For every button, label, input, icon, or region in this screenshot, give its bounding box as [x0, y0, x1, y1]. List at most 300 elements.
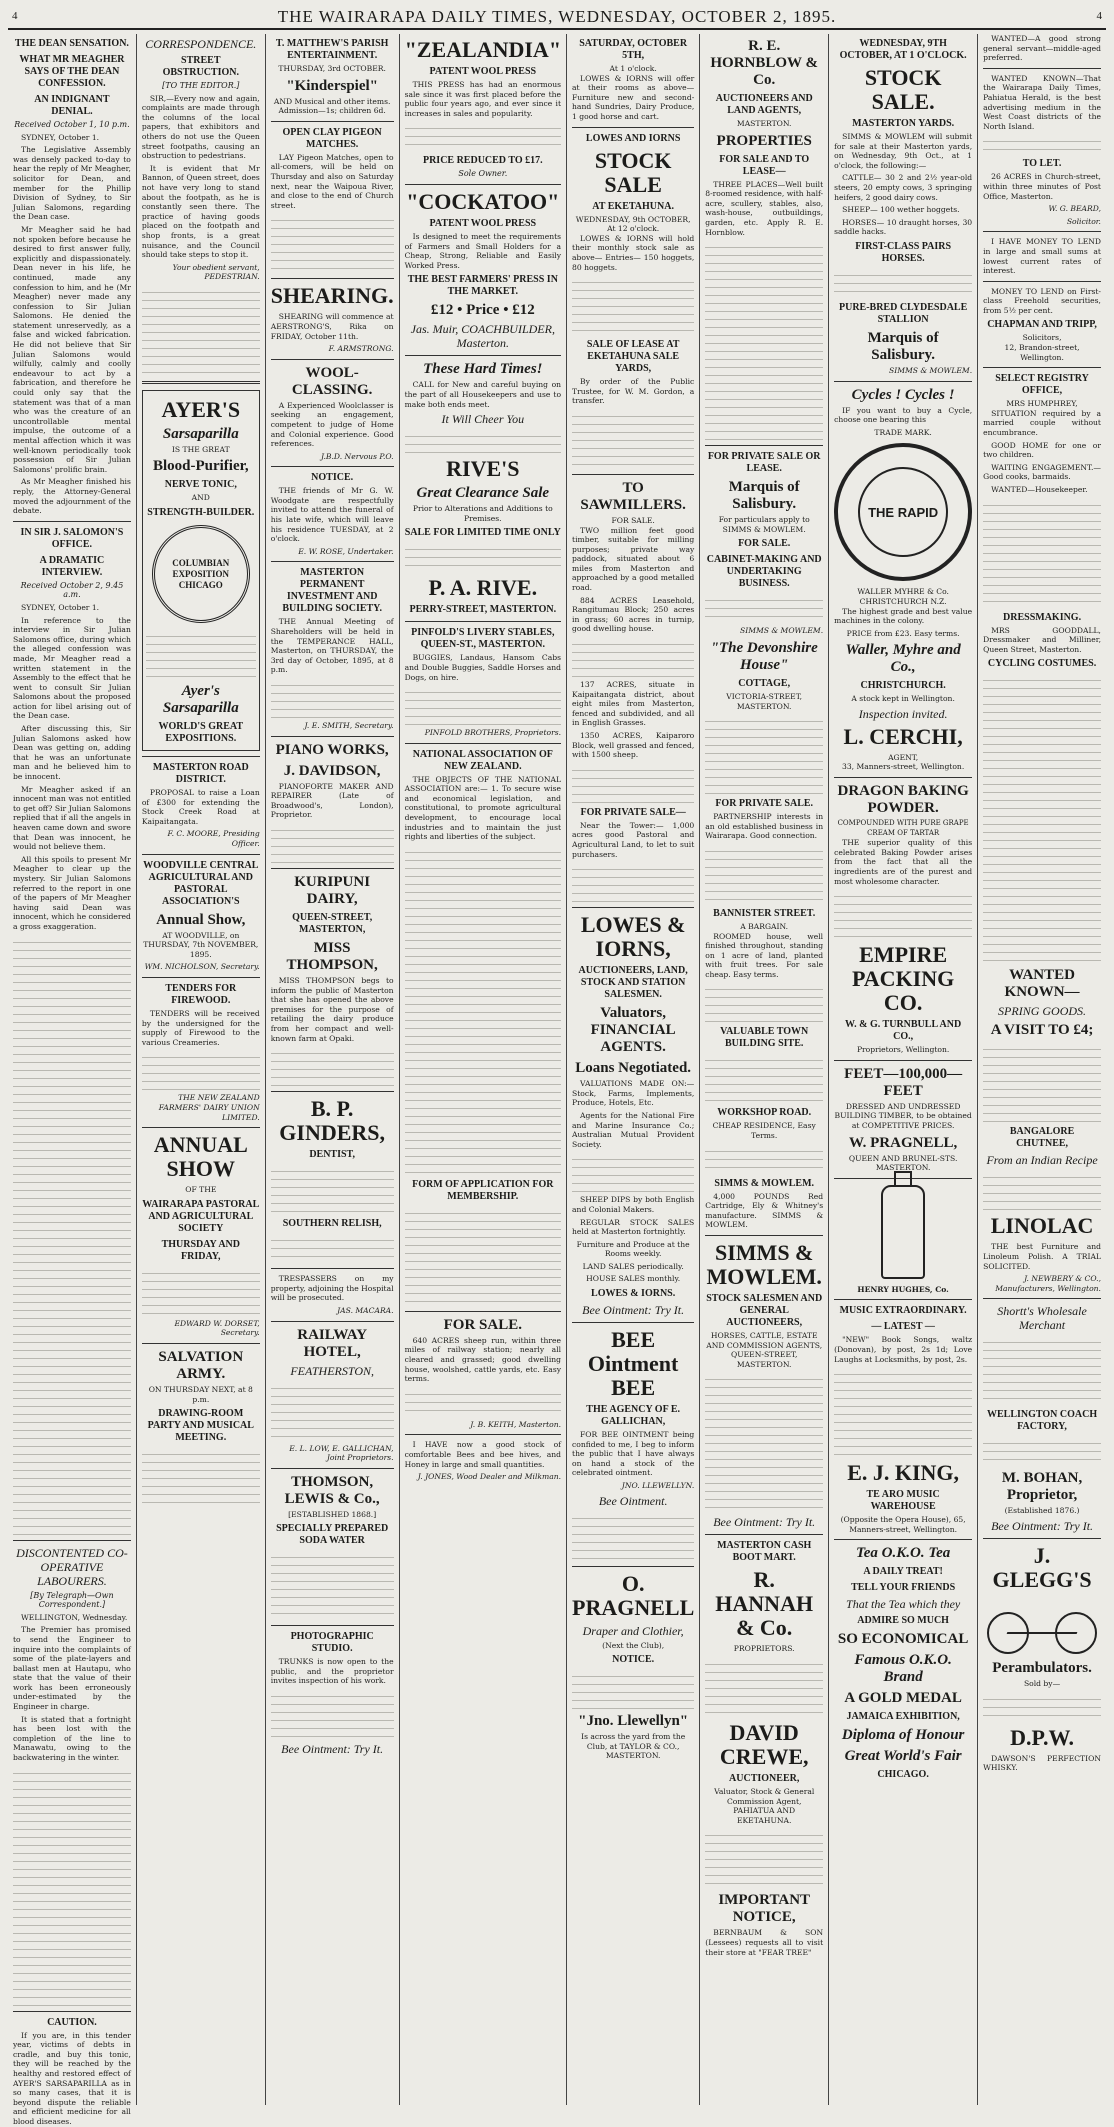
entertainment-date: THURSDAY, 3rd OCTOBER.: [278, 64, 386, 73]
relish-heading: SOUTHERN RELISH,: [282, 1218, 382, 1230]
for-sale: FOR SALE.: [738, 538, 791, 550]
paragraph: As Mr Meagher finished his reply, the Attorney-General moved the adjournment of the debate.: [13, 477, 131, 516]
column-6: [700, 34, 829, 2105]
trespass-signature: JAS. MACARA.: [337, 1305, 394, 1315]
rive-address: PERRY-STREET, MASTERTON.: [409, 604, 557, 616]
article-heading-3: IN SIR J. SALOMON'S OFFICE.: [20, 526, 124, 550]
important-heading: IMPORTANT NOTICE,: [718, 1892, 811, 1926]
turnbull: W. & G. TURNBULL AND CO.,: [845, 1019, 962, 1043]
dpw-heading: D.P.W.: [1010, 1724, 1074, 1750]
divider: [405, 355, 561, 356]
lease-sale-heading: SALE OF LEASE AT EKETAHUNA SALE YARDS,: [586, 339, 680, 375]
bangalore-sub: From an Indian Recipe: [986, 1153, 1098, 1168]
hannah-heading: R. HANNAH & Co.: [715, 1567, 814, 1641]
lowes-heading: LOWES AND IORNS: [585, 132, 681, 144]
newbery-signature: J. NEWBERY & CO., Manufacturers, Wellington.: [995, 1274, 1101, 1293]
cheap-residence: CHEAP RESIDENCE, Easy Terms.: [712, 1121, 816, 1141]
divider: [142, 977, 260, 978]
column-3: [266, 34, 400, 2105]
king-sub: TE ARO MUSIC WAREHOUSE: [866, 1489, 940, 1513]
king-heading: E. J. KING,: [847, 1460, 960, 1486]
annual-sub: OF THE: [185, 1185, 217, 1195]
building-text: THE Annual Meeting of Shareholders will be held in the TEMPERANCE HALL, Masterton, on THURSDAY, the 3rd day of October, 1895, at 8 p.m.: [270, 617, 394, 675]
furniture-sales: Furniture and Produce at the Rooms weekly.: [576, 1239, 690, 1259]
divider: [13, 521, 131, 522]
clay-pigeon-heading: OPEN CLAY PIGEON MATCHES.: [282, 126, 382, 150]
signature: Your obedient servant, PEDESTRIAN.: [172, 262, 260, 282]
land-sales: LAND SALES periodically.: [582, 1261, 684, 1271]
davidcrewe-text: Valuator, Stock & General Commission Agent, PAHIATUA AND EKETAHUNA.: [714, 1787, 815, 1825]
letter-heading: STREET OBSTRUCTION.: [162, 55, 239, 78]
hard-times-big: It Will Cheer You: [441, 412, 525, 427]
latest-heading: — LATEST —: [871, 1321, 935, 1333]
coach-body: [983, 1436, 1101, 1466]
divider: [572, 1322, 694, 1323]
assoc-show: Annual Show,: [156, 911, 246, 928]
salvation-text: ON THURSDAY NEXT, at 8 p.m.: [148, 1384, 253, 1404]
notice-body: [572, 1669, 694, 1709]
entertainment-heading: T. MATTHEW'S PARISH ENTERTAINMENT.: [275, 38, 389, 61]
column-7: [829, 34, 978, 2105]
paragraph: All this spoils to present Mr Meagher to clear up the mystery. Sir Julian Salomons referred to the report in one of the papers of Mr Meagher having said Dean was innocent, which he considered a gross exaggeration.: [13, 854, 131, 931]
wool-text: A Experienced Woolclasser is seeking an engagement, competent to judge of Home and Colonial experience. Good references.: [270, 400, 394, 449]
divider: [834, 381, 972, 382]
wool-heading: WOOL-CLASSING.: [291, 364, 373, 398]
stock-kept: A stock kept in Wellington.: [851, 694, 955, 704]
valuations: VALUATIONS MADE ON:— Stock, Farms, Implements, Produce, Hotels, Etc.: [572, 1079, 695, 1108]
notice-heading: MASTERTON ROAD DISTRICT.: [152, 762, 249, 786]
railway-body: [271, 1381, 394, 1441]
divider: [142, 381, 260, 384]
lowes-iorns-sig: LOWES & IORNS.: [591, 1288, 676, 1300]
ayers-name: Sarsaparilla: [162, 425, 239, 442]
annual-signature: EDWARD W. DORSET, Secretary.: [174, 1318, 260, 1338]
sawmillers-heading: TO SAWMILLERS.: [580, 479, 686, 513]
lease-sale-text: By order of the Public Trustee, for W. M. Gordon, a transfer.: [572, 377, 695, 406]
divider: [271, 736, 394, 737]
pinfold-text: BUGGIES, Landaus, Hansom Cabs and Double Buggies, Saddle Horses and Dogs, on hire.: [404, 653, 562, 682]
sale-text: LOWES & IORNS will offer at their rooms as above— Furniture new and second-hand Sundries, Dairy Produce, 1 good horse and cart.: [572, 73, 695, 121]
pragnell-heading: W. PRAGNELL,: [849, 1134, 958, 1151]
agents-text: Agents for the National Fire and Marine Insurance Co.; Australian Mutual Provident Society.: [572, 1110, 695, 1149]
tea-heading: Tea O.K.O. Tea: [855, 1545, 951, 1562]
agents-body: [572, 1152, 694, 1192]
letter-sub: [TO THE EDITOR.]: [162, 81, 240, 90]
bee-ointment-ad: Bee Ointment: Try It.: [281, 1742, 384, 1757]
article-heading: THE DEAN SENSATION.: [14, 38, 129, 49]
ayers-title: AYER'S: [161, 396, 241, 422]
caution-heading: CAUTION.: [47, 2016, 97, 2028]
columns: [8, 34, 1106, 2126]
regular-sales: REGULAR STOCK SALES held at Masterton fortnightly.: [572, 1217, 695, 1237]
hannah-body: [705, 1657, 823, 1717]
hard-times-body: [405, 429, 561, 453]
tea-jamaica: JAMAICA EXHIBITION,: [846, 1711, 960, 1723]
price-4: A VISIT TO £4;: [990, 1022, 1094, 1039]
sawmillers-text: TWO million feet good timber, suitable for milling purposes; private way paddock, situated about 6 miles from Masterton and approached by a good metalled road.: [572, 525, 695, 593]
pinfold-body: [405, 685, 561, 725]
frame-icon: [1007, 1632, 1078, 1634]
tea-famous: Famous O.K.O. Brand: [854, 1652, 952, 1686]
press-agent: Jas. Muir, COACHBUILDER, Masterton.: [410, 322, 555, 351]
ayers-and: AND: [191, 493, 210, 503]
divider: [834, 1299, 972, 1300]
feet-heading: FEET—100,000—FEET: [844, 1065, 963, 1099]
lowes-iorns-sub: AUCTIONEERS, LAND, STOCK AND STATION SALESMEN.: [578, 965, 688, 1001]
tea-fair: Great World's Fair: [844, 1748, 962, 1765]
loans: Loans Negotiated.: [575, 1060, 692, 1077]
section-heading: CORRESPONDENCE.: [145, 37, 257, 51]
form-heading: FORM OF APPLICATION FOR MEMBERSHIP.: [412, 1178, 554, 1202]
stock-location: AT EKETAHUNA.: [592, 200, 674, 212]
zealandia-sub: PATENT WOOL PRESS: [429, 66, 537, 77]
ads-body: [983, 673, 1101, 963]
davidcrewe-sub: AUCTIONEER,: [729, 1773, 800, 1784]
horses: HORSES— 10 draught horses, 30 saddle hacks.: [834, 217, 973, 237]
bargain-text: ROOMED house, well finished throughout, standing on 1 acre of land, planted with fruit trees. For sale cheap. Easy terms.: [705, 931, 824, 979]
ayers-sub: IS THE GREAT: [171, 444, 230, 454]
article-heading-4: DISCONTENTED CO-OPERATIVE LABOURERS.: [16, 1545, 128, 1588]
kuripuni-address: QUEEN-STREET, MASTERTON,: [292, 911, 373, 935]
pragnell-sub: Draper and Clothier,: [582, 1623, 684, 1638]
zealandia-text: THIS PRESS has had an enormous sale since it was first placed before the public four years ago, and ever since it increases in sales and popularity.: [404, 80, 562, 118]
admission: AND Musical and other items. Admission—1s; children 6d.: [273, 96, 391, 116]
wanted-body: [983, 134, 1101, 154]
divider: [834, 1539, 972, 1540]
divider: [983, 281, 1101, 282]
registry-heading: SELECT REGISTRY OFFICE,: [995, 373, 1089, 397]
opera-title: "Kinderspiel": [286, 77, 378, 94]
to-let-heading: TO LET.: [1022, 158, 1062, 170]
photo-text: TRUNKS is now open to the public, and the proprietor invites inspection of his work.: [270, 1657, 394, 1686]
paragraph: The Premier has promised to send the Engineer to inquire into the complaints of some of the plate-layers and ballast men at Hautapu, who state that the value of their work has been erroneously under-estimated by the Engineer in charge.: [13, 1625, 131, 1712]
acres-884-body: [572, 637, 694, 677]
notice-text: THE friends of Mr G. W. Woodgate are respectfully invited to attend the funeral of his late wife, which will leave his residence TUESDAY, at 2 o'clock.: [270, 486, 394, 544]
sale-date-heading: SATURDAY, OCTOBER 5TH,: [579, 38, 688, 61]
perambulators: Perambulators.: [992, 1659, 1092, 1676]
wanted-known: WANTED KNOWN—That the Wairarapa Daily Times, Pahiatua Herald, is the best advertising medium in the West Coast districts of the North Island.: [983, 73, 1101, 131]
stock-sale-heading: STOCK SALE.: [864, 65, 942, 114]
rapid-label: THE RAPID: [858, 467, 948, 557]
divider: [271, 1321, 394, 1322]
bee-text: FOR BEE OINTMENT being confided to me, I beg to inform the public that I have always on hand a stock of the celebrated ointment.: [572, 1430, 695, 1478]
acres-body: [572, 763, 694, 803]
acres-884: 884 ACRES Leasehold, Rangitumau Block; 250 acres in grass; 60 acres in turnip, good dwelling house.: [572, 595, 695, 634]
divider: [405, 621, 561, 622]
divider: [142, 854, 260, 855]
notice-heading: NOTICE.: [311, 472, 354, 484]
divider: [983, 1298, 1101, 1299]
ayers-strength: STRENGTH-BUILDER.: [147, 507, 255, 519]
marquis-text: For particulars apply to SIMMS & MOWLEM.: [718, 515, 810, 534]
divider: [405, 1311, 561, 1312]
ayers-prize: WORLD'S GREAT EXPOSITIONS.: [158, 721, 244, 745]
photo-body: [271, 1689, 394, 1739]
cockatoo-sub: PATENT WOOL PRESS: [429, 217, 537, 229]
railway-town: FEATHERSTON,: [290, 1363, 374, 1378]
money-text: I HAVE MONEY TO LEND in large and small sums at lowest current rates of interest.: [983, 237, 1101, 276]
divider: [572, 1566, 694, 1567]
notice-signature: E. W. ROSE, Undertaker.: [298, 546, 394, 556]
empire-heading: EMPIRE PACKING CO.: [851, 942, 955, 1016]
divider: [271, 1625, 394, 1626]
notice-heading: NOTICE.: [612, 1654, 655, 1666]
rives-heading: RIVE'S: [446, 456, 520, 482]
private-sale-heading: FOR PRIVATE SALE—: [580, 806, 686, 818]
dentist-title: DENTIST,: [309, 1149, 355, 1161]
zealandia-owner: Sole Owner.: [458, 169, 508, 179]
ayers-blood: Blood-Purifier,: [152, 458, 249, 475]
column-8: [978, 34, 1106, 2105]
dragon-sub: COMPOUNDED WITH PURE GRAPE CREAM OF TARTAR: [837, 819, 969, 837]
dragon-heading: DRAGON BAKING POWDER.: [837, 783, 969, 817]
page-number-left: 4: [12, 10, 18, 22]
music-body: [834, 1367, 972, 1457]
best-press: THE BEST FARMERS' PRESS IN THE MARKET.: [407, 274, 558, 298]
turnbull-sub: Proprietors, Wellington.: [856, 1045, 950, 1055]
dressed-text: DRESSED AND UNDRESSED BUILDING TIMBER, to be obtained at COMPETITIVE PRICES.: [834, 1101, 972, 1130]
text-body-continued: [142, 285, 260, 375]
workshop-heading: WORKSHOP ROAD.: [717, 1107, 812, 1119]
railway-signature: E. L. LOW, E. GALLICHAN, Joint Proprietors.: [289, 1443, 394, 1463]
form-body: [405, 1206, 561, 1306]
divider: [405, 1434, 561, 1435]
soda-heading: SPECIALLY PREPARED SODA WATER: [276, 1523, 389, 1547]
paragraph: Mr Meagher asked if an innocent man was not entitled to get off? Sir Julian Salomons replied that if all the angels in heaven came down and swore that Dean was innocent, he would not believe them.: [13, 784, 131, 852]
prices: PRICE from £23. Easy terms.: [846, 628, 960, 638]
paragraph: SYDNEY, October 1.: [21, 602, 100, 612]
properties-body: [705, 240, 823, 440]
for-sale-text: 640 ACRES sheep run, within three miles of railway station; nearly all cleared and grassed; good dwelling house, woolshed, cattle yards, etc. Easy terms.: [404, 1335, 562, 1384]
spring-body: [983, 1042, 1101, 1122]
tender-signature: THE NEW ZEALAND FARMERS' DAIRY UNION LIMITED.: [158, 1093, 260, 1122]
divider: [271, 1091, 394, 1092]
honey-text: I HAVE now a good stock of comfortable Bees and bee hives, and Honey in large and small quantities.: [404, 1440, 562, 1469]
divider: [13, 2011, 131, 2012]
divider: [572, 127, 694, 128]
soda-body: [271, 1550, 394, 1620]
davidcrewe-heading: DAVID CREWE,: [719, 1720, 809, 1769]
tea-economical: SO ECONOMICAL: [837, 1631, 969, 1648]
piano-heading: PIANO WORKS,: [275, 741, 389, 758]
annual-name: WAIRARAPA PASTORAL AND AGRICULTURAL SOCIETY: [142, 1198, 260, 1234]
simms-signature: SIMMS & MOWLEM.: [889, 365, 973, 375]
paragraph: SYDNEY, October 1.: [21, 132, 100, 142]
kuripuni-owner: MISS THOMPSON,: [286, 939, 378, 973]
bee-signature: JNO. LLEWELLYN.: [621, 1481, 695, 1491]
simms-heading: SIMMS & MOWLEM.: [706, 1240, 822, 1290]
known-heading: WANTED KNOWN—: [1004, 967, 1080, 1001]
text-body-continued: [13, 935, 131, 1535]
hornblow-location: MASTERTON.: [736, 119, 792, 128]
rives-text: Prior to Alterations and Additions to Premises.: [412, 504, 553, 523]
henry-hughes: HENRY HUGHES, Co.: [857, 1284, 949, 1294]
national-text: THE OBJECTS OF THE NATIONAL ASSOCIATION are:— 1. To secure wise and economical legislation, and constitutional, to promote agricultural development, to encourage local industries and to maintain the just rights and liberties of the subject.: [404, 774, 562, 842]
house-sales: HOUSE SALES monthly.: [586, 1274, 681, 1284]
divider: [142, 756, 260, 757]
annual-body: [142, 1266, 260, 1316]
king-address: (Opposite the Opera House), 65, Manners-street, Wellington.: [840, 1515, 966, 1534]
column-4: [400, 34, 567, 2105]
annual-heading: ANNUAL SHOW: [153, 1132, 248, 1182]
chapman-address: 12, Brandon-street, Wellington.: [1004, 343, 1080, 362]
wool-signature: J.B.D. Nervous P.O.: [321, 451, 394, 461]
hornblow-heading: R. E. HORNBLOW & Co.: [710, 38, 819, 88]
paragraph: It is evident that Mr Bannon, of Queen street, does not have very long to stand about the footpath, as he is constantly seen there. The practice of having goods placed on the footpath and shop fronts, is a great nuisance, and the Council should take steps to stop it.: [141, 163, 260, 260]
shearing-heading: SHEARING.: [270, 283, 394, 309]
divider: [405, 743, 561, 744]
bee-big: Bee Ointment.: [598, 1493, 668, 1508]
shearing-signature: F. ARMSTRONG.: [328, 344, 394, 354]
photo-heading: PHOTOGRAPHIC STUDIO.: [290, 1631, 374, 1655]
rives-sale: SALE FOR LIMITED TIME ONLY: [404, 527, 561, 539]
bee-agency: THE AGENCY OF E. GALLICHAN,: [586, 1404, 680, 1428]
assoc-date: AT WOODVILLE, on THURSDAY, 7th NOVEMBER, 1895.: [143, 930, 259, 959]
divider: [983, 68, 1101, 69]
divider: [271, 1468, 394, 1469]
cattle: CATTLE— 30 2 and 2½ year-old steers, 20 empty cows, 3 springing heifers, 2 good dairy cows.: [834, 173, 973, 202]
pinfold-signature: PINFOLD BROTHERS, Proprietors.: [424, 728, 562, 738]
dentist-body: [271, 1164, 394, 1214]
notice-text: PROPOSAL to raise a Loan of £300 for extending the Stock Creek Road at Kaipaitangata.: [141, 788, 260, 826]
christchurch: CHRISTCHURCH.: [860, 680, 946, 692]
cerchi-sub: AGENT,: [888, 752, 919, 762]
waiting-text: WAITING ENGAGEMENT.—Good cooks, barmaids.: [983, 462, 1101, 482]
article-subheading: WHAT MR MEAGHER SAYS OF THE DEAN CONFESSION.: [19, 54, 125, 89]
press-price: £12 • Price • £12: [430, 302, 535, 319]
bangalore-heading: BANGALORE CHUTNEE,: [1009, 1126, 1075, 1150]
relish-body: [271, 1233, 394, 1263]
zealandia-body: [405, 121, 561, 151]
cockatoo-heading: "COCKATOO": [406, 188, 560, 214]
pragnell-address: QUEEN AND BRUNEL-STS. MASTERTON.: [848, 1153, 958, 1173]
ayers-advert: [142, 390, 260, 751]
wanted-housekeeper: WANTED—Housekeeper.: [991, 485, 1088, 494]
piano-text: PIANOFORTE MAKER AND REPAIRER (Late of Broadwood's, London), Proprietor.: [270, 781, 394, 820]
bannister-heading: BANNISTER STREET.: [713, 907, 816, 919]
stock-sale-heading: STOCK SALE: [594, 147, 672, 197]
cycling-heading: CYCLING COSTUMES.: [987, 658, 1097, 670]
for-sale-body: [405, 1387, 561, 1417]
bee-ointment-ad: Bee Ointment: Try It.: [713, 1515, 816, 1530]
sold-body: [983, 1692, 1101, 1722]
bee-heading: BEE Ointment BEE: [587, 1327, 679, 1401]
divider: [834, 1060, 972, 1061]
bargain-heading: A BARGAIN.: [740, 921, 789, 931]
tea-gold: A GOLD MEDAL: [844, 1690, 962, 1707]
private-sale-body: [572, 862, 694, 902]
bohan-heading: M. BOHAN, Proprietor,: [1001, 1470, 1083, 1504]
dateline-2: Received October 2, 9.45 a.m.: [20, 580, 124, 600]
cottage-heading: COTTAGE,: [738, 677, 791, 689]
paragraph: SIR,—Every now and again, complaints are made through the columns of the local papers, that exhibitors and others do not use the Queen street footpaths, causing an obstruction to pedestrians.: [141, 93, 260, 161]
coach-heading: WELLINGTON COACH FACTORY,: [986, 1409, 1098, 1433]
divider: [271, 278, 394, 279]
paragraph: After discussing this, Sir Julian Salomons asked how Dean was getting on, adding that he was an unfortunate man and he believed him to be innocent.: [13, 724, 131, 782]
bee-ointment-ad: Bee Ointment: Try It.: [991, 1518, 1094, 1533]
goodhome-text: GOOD HOME for one or two children.: [983, 440, 1101, 460]
tea-admire: ADMIRE SO MUCH: [857, 1615, 949, 1627]
divider: [271, 466, 394, 467]
latest-text: "NEW" Book Songs, waltz (Donovan), by post, 2s 1d; Love Laughs at Locksmiths, by post, 2s.: [834, 1335, 973, 1364]
divider: [142, 1127, 260, 1128]
valuable-heading: VALUABLE TOWN BUILDING SITE.: [720, 1026, 809, 1050]
beard-signature: W. G. BEARD,: [1048, 204, 1101, 214]
sold-by: Sold by—: [1023, 1678, 1061, 1688]
devonshire-heading: "The Devonshire House": [710, 639, 818, 673]
assoc-signature: WM. NICHOLSON, Secretary.: [144, 962, 260, 972]
sale-time: At 1 o'clock.: [609, 64, 657, 73]
article-heading-3b: A DRAMATIC INTERVIEW.: [39, 554, 105, 578]
bangalore-body: [983, 1170, 1101, 1210]
piano-owner: J. DAVIDSON,: [283, 762, 381, 779]
clay-pigeon-text: LAY Pigeon Matches, open to all-comers, will be held on Thursday and also on Saturday next, near the Waipoua River, and close to the end of Church street.: [270, 152, 394, 210]
hard-times-text: CALL for New and careful buying on the part of all Housekeepers and use to make both ends meet.: [404, 380, 562, 409]
divider: [705, 445, 823, 446]
pinfold-heading: PINFOLD'S LIVERY STABLES, QUEEN-ST., MASTERTON.: [411, 627, 555, 651]
paragraph: WELLINGTON, Wednesday.: [21, 1612, 128, 1622]
first-class: FIRST-CLASS PAIRS HORSES.: [855, 240, 952, 264]
pragnell-location: (Next the Club),: [602, 1640, 665, 1650]
keith-signature: J. B. KEITH, Masterton.: [470, 1419, 562, 1429]
divider: [271, 121, 394, 122]
registry-owner: MRS HUMPHREY,: [1006, 399, 1078, 409]
music-heading: MUSIC EXTRAORDINARY.: [839, 1305, 967, 1317]
trespass-text: TRESPASSERS on my property, adjoining the Hospital will be prosecuted.: [270, 1274, 394, 1303]
building-heading: MASTERTON PERMANENT INVESTMENT AND BUILDING SOCIETY.: [282, 567, 382, 615]
cabinet-signature: SIMMS & MOWLEM.: [740, 626, 824, 636]
exposition-seal-icon: COLUMBIAN EXPOSITION CHICAGO: [152, 525, 250, 623]
situation-text: SITUATION required by a married couple without encumbrance.: [983, 408, 1101, 438]
dragon-body: [834, 889, 972, 939]
assoc-heading: WOODVILLE CENTRAL AGRICULTURAL AND PASTORAL ASSOCIATION'S: [143, 859, 259, 907]
zealandia-price: PRICE REDUCED TO £17.: [422, 155, 543, 167]
zealandia-heading: "ZEALANDIA": [404, 37, 562, 62]
tender-body: [142, 1050, 260, 1090]
stock-text: LOWES & IORNS will hold their monthly stock sale as above— Entries— 150 hoggets, 80 hoggets.: [572, 233, 695, 272]
marquis-heading: Marquis of Salisbury.: [867, 329, 939, 363]
waller-heading: Waller, Myhre and Co.,: [845, 642, 961, 676]
hard-times-heading: These Hard Times!: [423, 361, 543, 378]
tea-it: That the Tea which they: [846, 1597, 961, 1612]
stock-location: MASTERTON YARDS.: [852, 118, 955, 129]
paragraph: The Legislative Assembly was densely packed to-day to hear the reply of Mr Meagher, solicitor for Dean, and member for the Phillip Division of Sydney, to Sir Julian Salomons, regarding the Dean case.: [13, 145, 131, 222]
divider: [983, 231, 1101, 232]
divider: [572, 474, 694, 475]
rapid-trademark-icon: [834, 443, 972, 581]
paragraph: It is stated that a fortnight has been lost with the completion of the line to Manawatu, owing to the backwatering in the winter.: [13, 1714, 131, 1763]
private-sale-text: Near the Tower:— 1,000 acres good Pastoral and Agricultural Land, to let to suit purchasers.: [572, 820, 695, 859]
shortts-heading: Shortt's Wholesale Merchant: [997, 1304, 1087, 1333]
acres-137: 137 ACRES, situate in Kaipaitangata district, about eight miles from Masterton, fenced and subdivided, and all in English Grasses.: [572, 680, 695, 728]
clay-pigeon-body: [271, 213, 394, 273]
perambulator-icon: [987, 1598, 1097, 1654]
sheep-dips: SHEEP DIPS by both English and Colonial Makers.: [572, 1195, 695, 1214]
cartridge-text: 4,000 POUNDS Red Cartridge, Ely & Whitney's manufacture. SIMMS & MOWLEM.: [705, 1191, 824, 1230]
chapman-heading: CHAPMAN AND TRIPP,: [987, 319, 1097, 331]
dragon-text: THE superior quality of this celebrated Baking Powder arises from the fact that all the ingredients are of the purest and most wholesome character.: [834, 838, 973, 886]
important-text: BERNBAUM & SON (Lessees) requests all to visit their store at "FEAR TREE": [705, 1928, 824, 1957]
inspection: Inspection invited.: [858, 706, 948, 721]
dentist-name: B. P. GINDERS,: [279, 1096, 386, 1146]
acres-1350: 1350 ACRES, Kaiparoro Block, well grassed and fenced, with 1500 sheep.: [572, 731, 695, 760]
bargain-body: [705, 982, 823, 1022]
jones-signature: J. JONES, Wood Dealer and Milkman.: [417, 1472, 562, 1482]
cabinet-heading: CABINET-MAKING AND UNDERTAKING BUSINESS.: [706, 554, 822, 590]
sheep: SHEEP— 100 wether hoggets.: [842, 205, 960, 215]
tender-text: TENDERS will be received by the undersigned for the supply of Firewood to the various Creameries.: [141, 1009, 260, 1047]
beard-title: Solicitor.: [1066, 216, 1101, 226]
